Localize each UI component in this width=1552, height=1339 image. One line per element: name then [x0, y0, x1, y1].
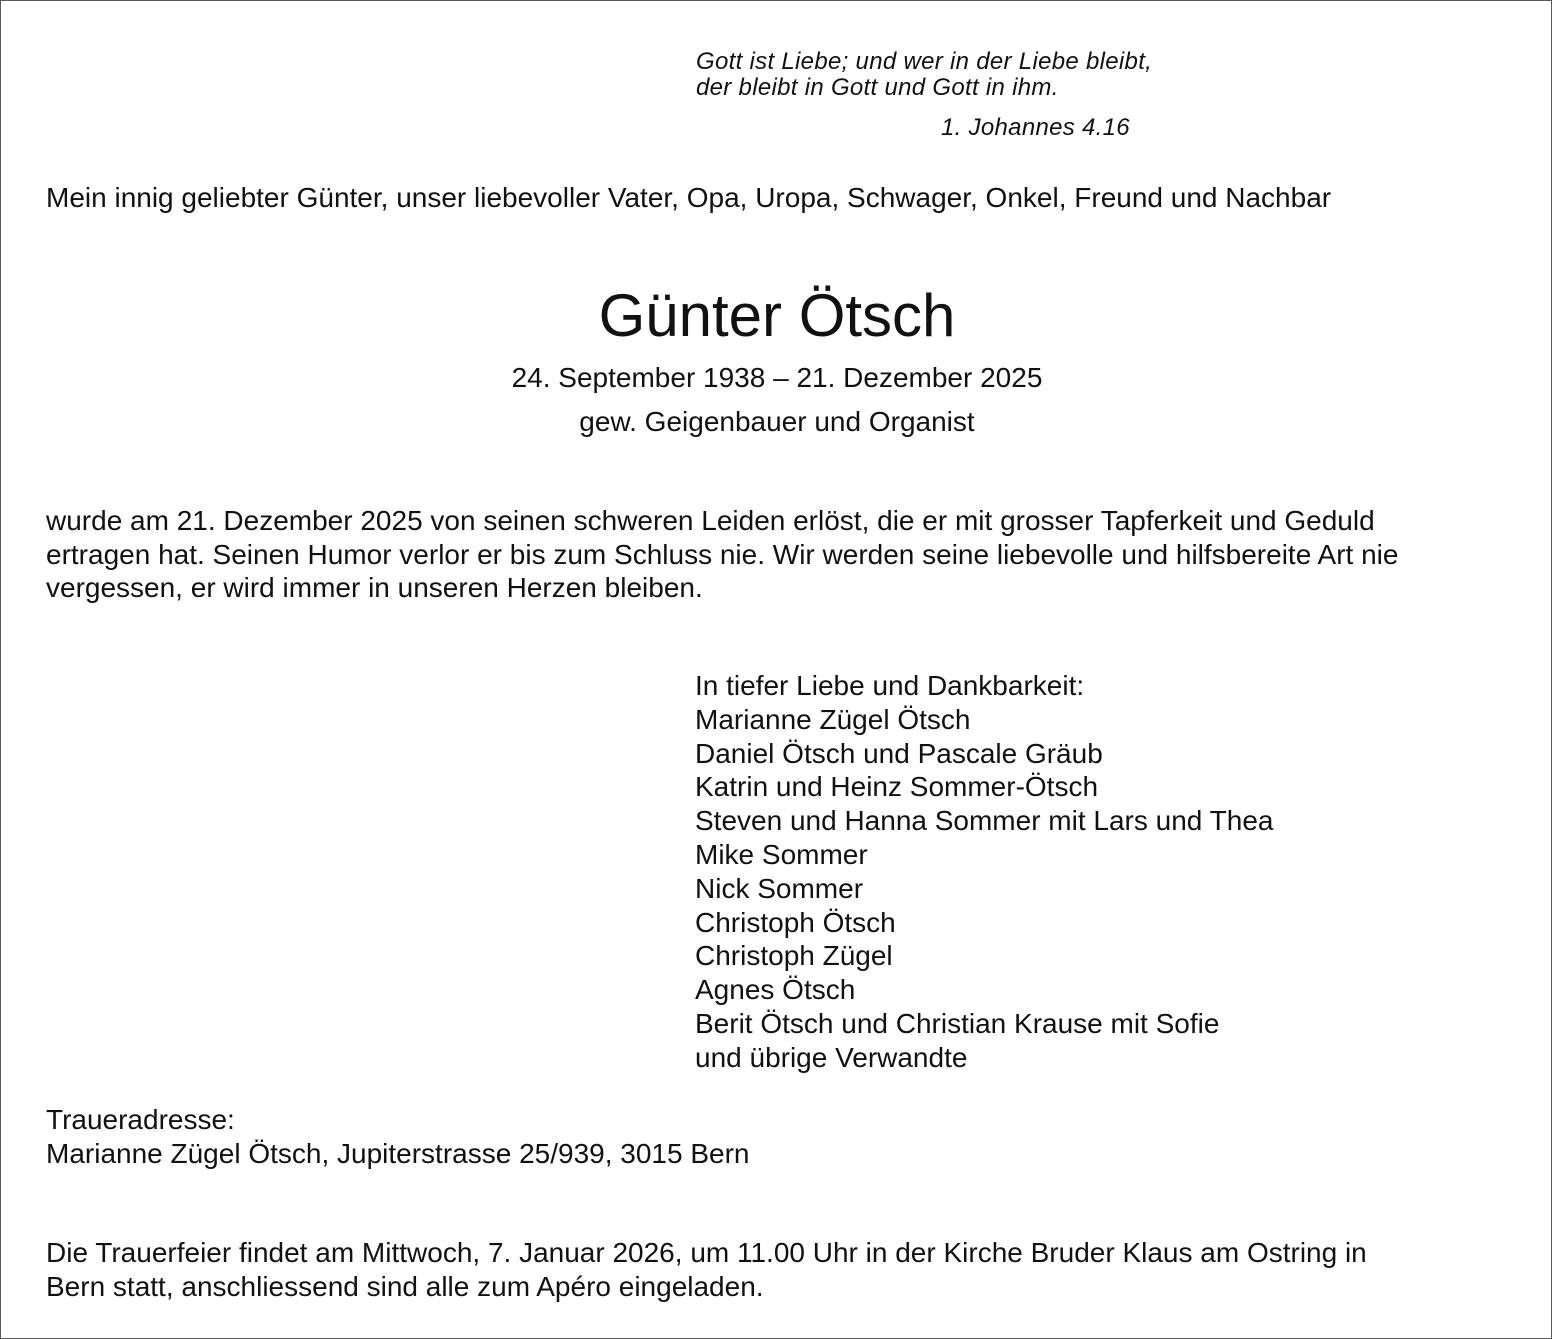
mourner-name: Agnes Ötsch	[695, 974, 856, 1006]
address-value: Marianne Zügel Ötsch, Jupiterstrasse 25/939, 3015 Bern	[46, 1138, 750, 1169]
mourner-name: Christoph Zügel	[695, 940, 893, 972]
service-line: Bern statt, anschliessend sind alle zum Apéro eingeladen.	[46, 1271, 764, 1302]
bible-verse	[696, 49, 1256, 101]
mourner-name: und übrige Verwandte	[695, 1041, 968, 1073]
deceased-name: Günter Ötsch	[598, 282, 956, 349]
profession: gew. Geigenbauer und Organist	[579, 406, 975, 437]
mourner-name: Daniel Ötsch und Pascale Gräub	[695, 737, 1103, 769]
message-line: vergessen, er wird immer in unseren Herzen bleiben.	[46, 572, 703, 603]
message-line: wurde am 21. Dezember 2025 von seinen schweren Leiden erlöst, die er mit grosser Tapferkeit und Geduld	[46, 505, 1375, 536]
intro-line: Mein innig geliebter Günter, unser liebevoller Vater, Opa, Uropa, Schwager, Onkel, Freund und Nachbar	[46, 182, 1332, 213]
mourner-name: Marianne Zügel Ötsch	[695, 703, 971, 735]
mourner-name: Berit Ötsch und Christian Krause mit Sofie	[695, 1007, 1220, 1039]
mourner-name: Nick Sommer	[695, 872, 864, 904]
verse-reference: 1. Johannes 4.16	[941, 114, 1130, 141]
address-label: Traueradresse:	[46, 1104, 235, 1135]
message-text	[46, 504, 1516, 605]
funeral-service-info	[46, 1236, 1367, 1304]
life-dates: 24. September 1938 – 21. Dezember 2025	[511, 362, 1043, 393]
verse-line: der bleibt in Gott und Gott in ihm.	[696, 74, 1059, 101]
service-line: Die Trauerfeier findet am Mittwoch, 7. Januar 2026, um 11.00 Uhr in der Kirche Bruder Klaus am Ostring in	[46, 1237, 1367, 1268]
mourning-address	[46, 1103, 750, 1171]
mourners-list	[695, 669, 1273, 1075]
mourner-name: Katrin und Heinz Sommer-Ötsch	[695, 771, 1099, 803]
verse-line: Gott ist Liebe; und wer in der Liebe bleibt,	[696, 48, 1153, 75]
mourner-name: Christoph Ötsch	[695, 906, 896, 938]
mourner-name: Steven und Hanna Sommer mit Lars und Thea	[695, 805, 1274, 837]
mourner-name: Mike Sommer	[695, 838, 868, 870]
message-line: ertragen hat. Seinen Humor verlor er bis zum Schluss nie. Wir werden seine liebevolle und hilfsbereite Art nie	[46, 538, 1399, 570]
mourners-heading: In tiefer Liebe und Dankbarkeit:	[695, 670, 1085, 701]
